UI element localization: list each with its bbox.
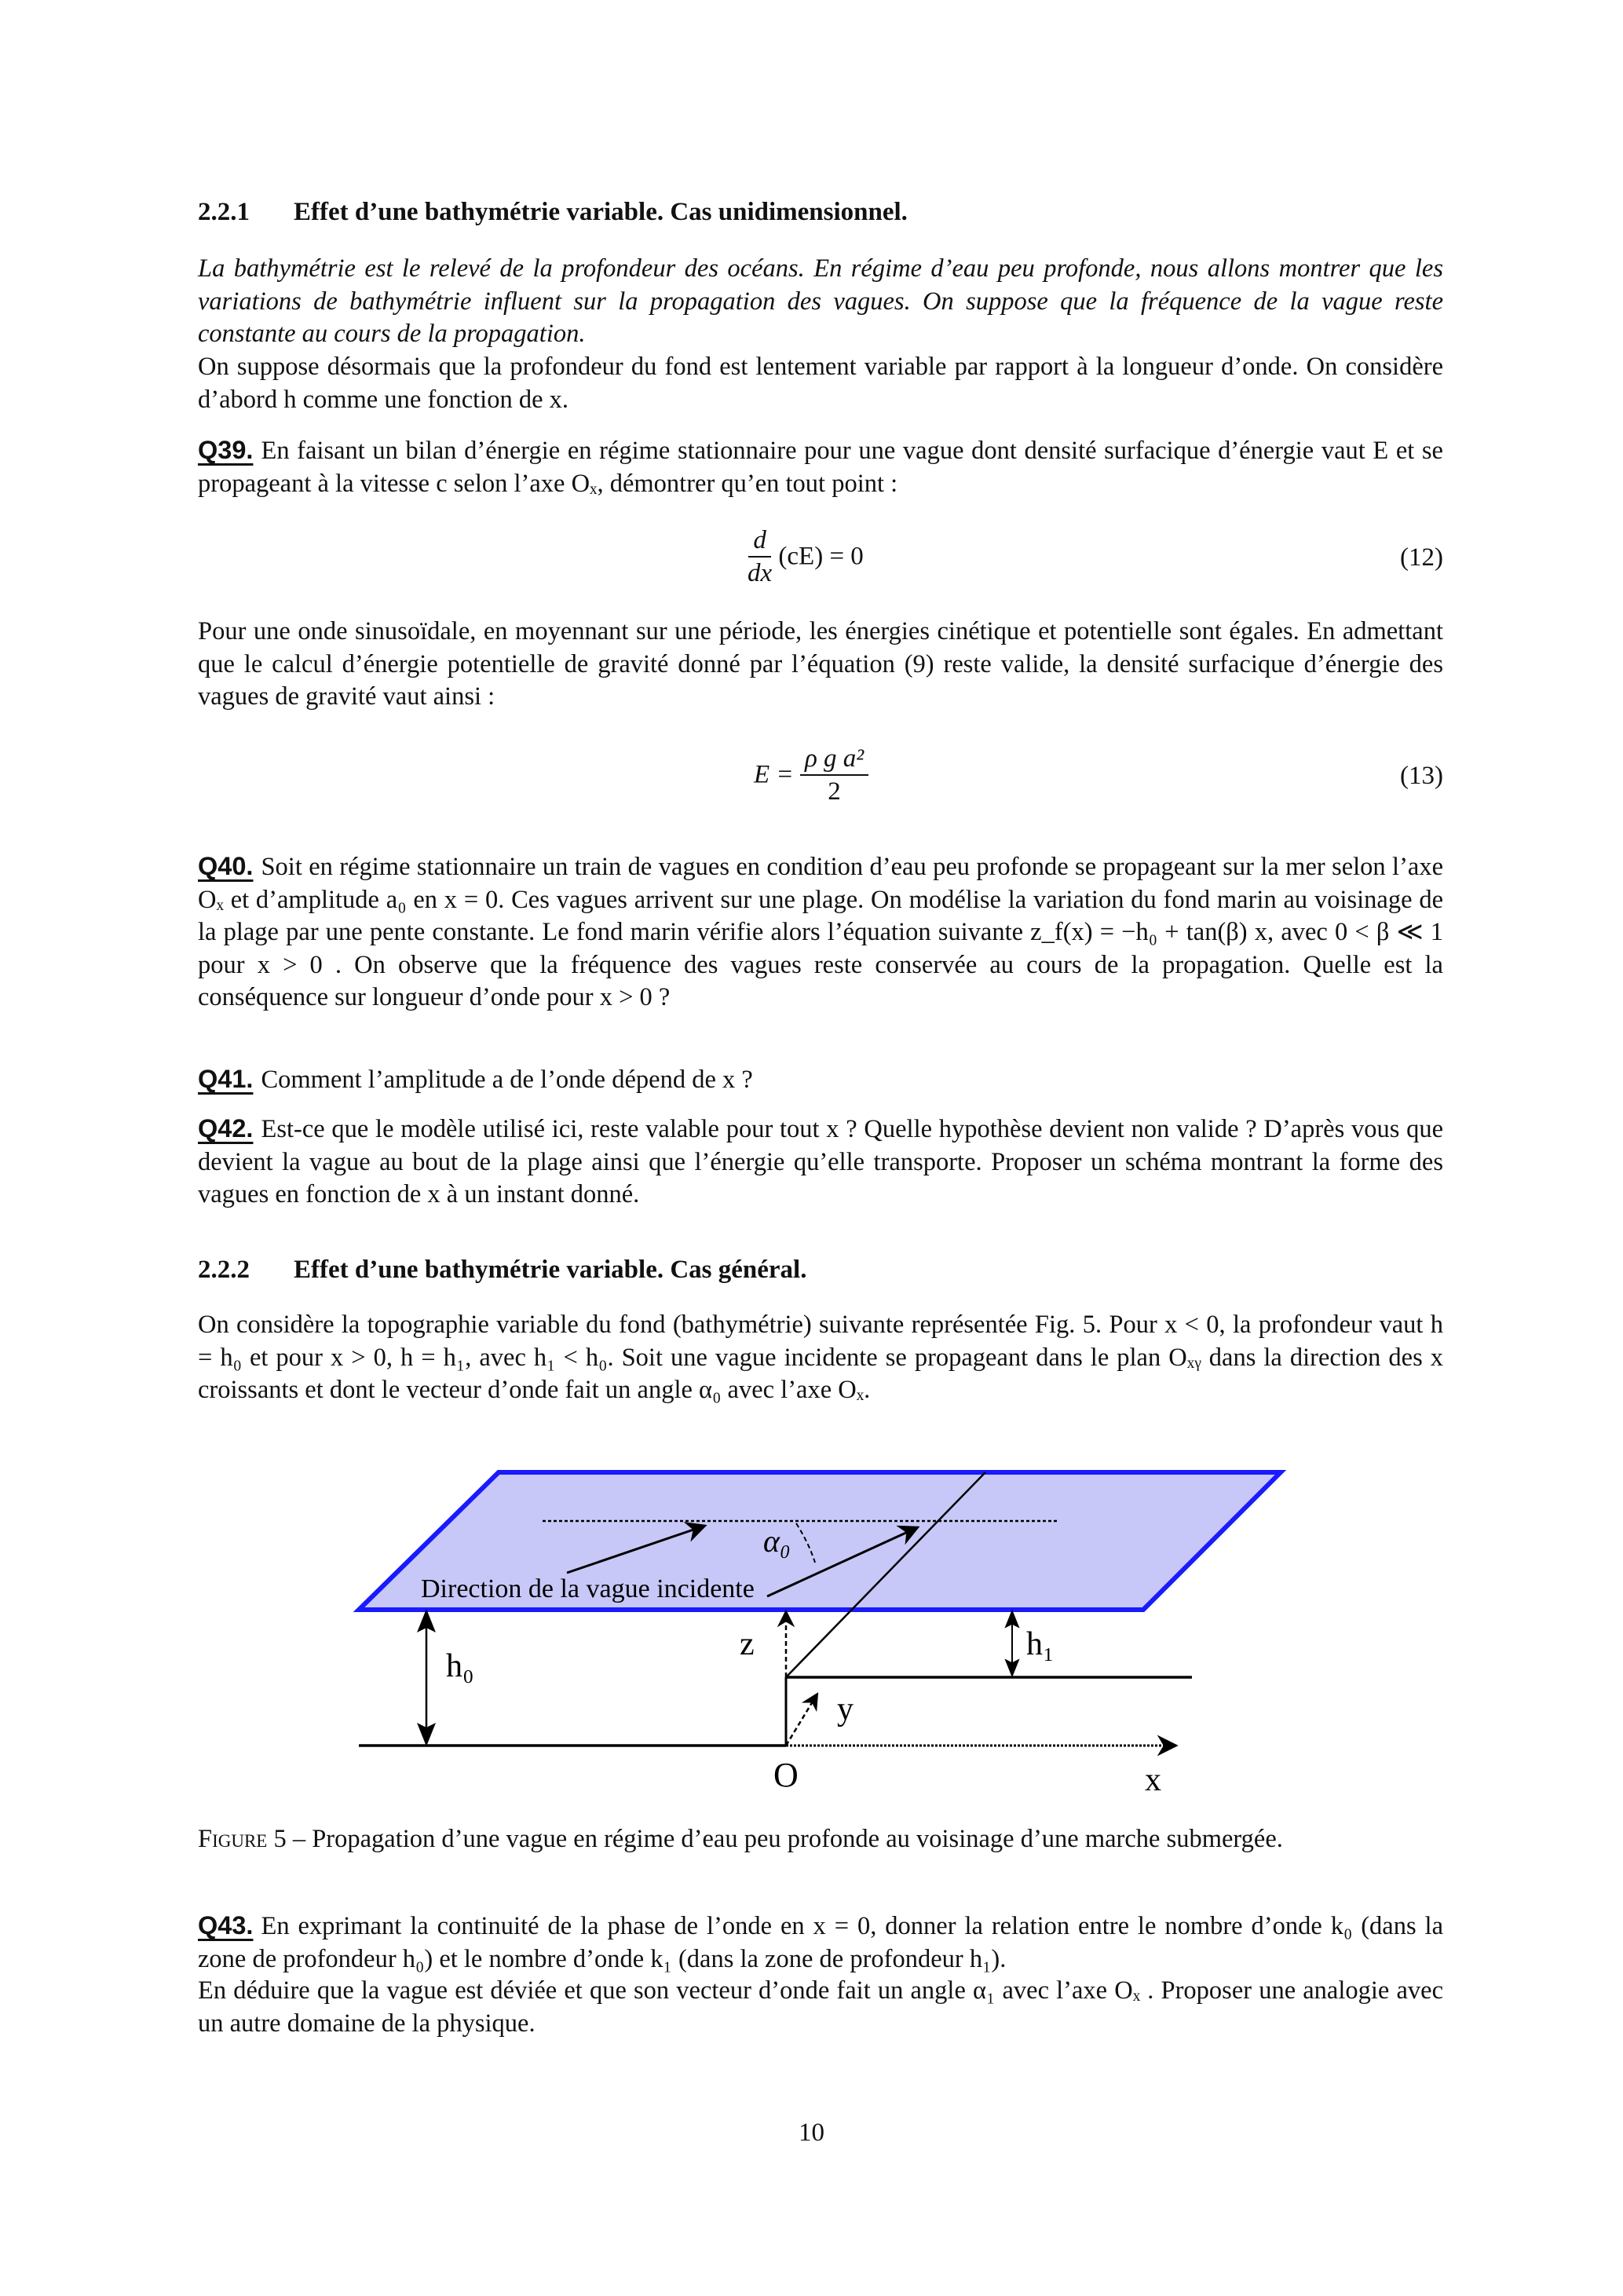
section-title: Effet d’une bathymétrie variable. Cas général.: [294, 1256, 807, 1284]
question-text: Soit en régime stationnaire un train de vagues en condition d’eau peu profonde se propageant sur la mer selon l’axe Oₓ et d’amplitude a₀ en x = 0. Ces vagues arrivent sur une plage. On modélise la variation du fond marin au voisinage de la plage par une pente constante. Le fond marin vérifie alors l’équation suivante z_f(x) = −h₀ + tan(β) x, avec 0 < β ≪ 1 pour x > 0 . On observe que la fréquence des vagues reste conservée au cours de la propagation. Quelle est la conséquence sur longueur d’onde pour x > 0 ?: [198, 853, 1443, 1011]
question-text: En faisant un bilan d’énergie en régime stationnaire pour une vague dont densité surfacique d’énergie vaut E et se propageant à la vitesse c selon l’axe Oₓ, démontrer qu’en tout point :: [198, 437, 1443, 498]
eq13-denominator: 2: [828, 777, 841, 806]
energy-paragraph: Pour une onde sinusoïdale, en moyennant sur une période, les énergies cinétique et potentielle sont égales. En admettant que le calcul d’énergie potentielle de gravité donné par l’équation (9) reste valide, la densité surfacique d’énergie des vagues de gravité vaut ainsi :: [198, 617, 1443, 711]
equation-13-number: (13): [1400, 762, 1443, 790]
z-label: z: [740, 1626, 755, 1662]
question-label: Q43.: [198, 1911, 254, 1940]
question-43: [198, 1910, 1443, 1976]
h0-label: h₀: [446, 1648, 474, 1684]
direction-label: Direction de la vague incidente: [421, 1574, 755, 1603]
eq12-denominator: dx: [748, 559, 773, 587]
alpha0-label: α₀: [763, 1523, 791, 1559]
y-label: y: [837, 1691, 854, 1727]
eq13-numerator: ρ g a²: [800, 743, 868, 776]
question-text: Comment l’amplitude a de l’onde dépend de x ?: [261, 1066, 753, 1094]
question-label: Q41.: [198, 1065, 254, 1093]
figure-caption-text: – Propagation d’une vague en régime d’eau peu profonde au voisinage d’une marche submergée.: [286, 1825, 1283, 1853]
eq13-lhs: E =: [754, 760, 794, 789]
question-label: Q39.: [198, 436, 254, 464]
question-label: Q42.: [198, 1114, 254, 1143]
equation-12-number: (12): [1400, 543, 1443, 572]
page-number: 10: [799, 2119, 824, 2147]
h1-label: h₁: [1026, 1626, 1055, 1662]
y-axis-arrow: [786, 1694, 817, 1746]
question-text: Est-ce que le modèle utilisé ici, reste valable pour tout x ? Quelle hypothèse devient non valide ? D’après vous que devient la vague au bout de la plage ainsi que l’énergie qu’elle transporte. Proposer un schéma montrant la forme des vagues en fonction de x à un instant donné.: [198, 1115, 1443, 1208]
x-label: x: [1145, 1762, 1161, 1798]
section-title: Effet d’une bathymétrie variable. Cas unidimensionnel.: [294, 198, 908, 226]
question-text: En exprimant la continuité de la phase de l’onde en x = 0, donner la relation entre le nombre d’onde k₀ (dans la zone de profondeur h₀) et le nombre d’onde k₁ (dans la zone de profondeur h₁).: [198, 1912, 1443, 1973]
figure-caption-prefix: Figure 5: [198, 1825, 287, 1853]
intro-italic-paragraph: La bathymétrie est le relevé de la profondeur des océans. En régime d’eau peu profonde, nous allons montrer que les variations de bathymétrie influent sur la propagation des vagues. On suppose que la fréquence de la vague reste constante au cours de la propagation.: [198, 254, 1443, 348]
question-label: Q40.: [198, 852, 254, 880]
section-number: 2.2.1: [198, 198, 250, 226]
eq12-rest: (cE) = 0: [778, 542, 864, 571]
section-222-paragraph: On considère la topographie variable du fond (bathymétrie) suivante représentée Fig. 5. Pour x < 0, la profondeur vaut h = h₀ et pour x > 0, h = h₁, avec h₁ < h₀. Soit une vague incidente se propageant dans le plan Oₓᵧ dans la direction des x croissants et dont le vecteur d’onde fait un angle α₀ avec l’axe Oₓ.: [198, 1311, 1443, 1404]
question-43-continuation: En déduire que la vague est déviée et que son vecteur d’onde fait un angle α₁ avec l’axe Oₓ . Proposer une analogie avec un autre domaine de la physique.: [198, 1976, 1443, 2038]
intro-paragraph: On suppose désormais que la profondeur du fond est lentement variable par rapport à la longueur d’onde. On considère d’abord h comme une fonction de x.: [198, 353, 1443, 414]
origin-label: O: [773, 1756, 799, 1794]
eq12-numerator: d: [748, 525, 771, 558]
figure-caption: [198, 1825, 1283, 1854]
section-number: 2.2.2: [198, 1256, 250, 1284]
